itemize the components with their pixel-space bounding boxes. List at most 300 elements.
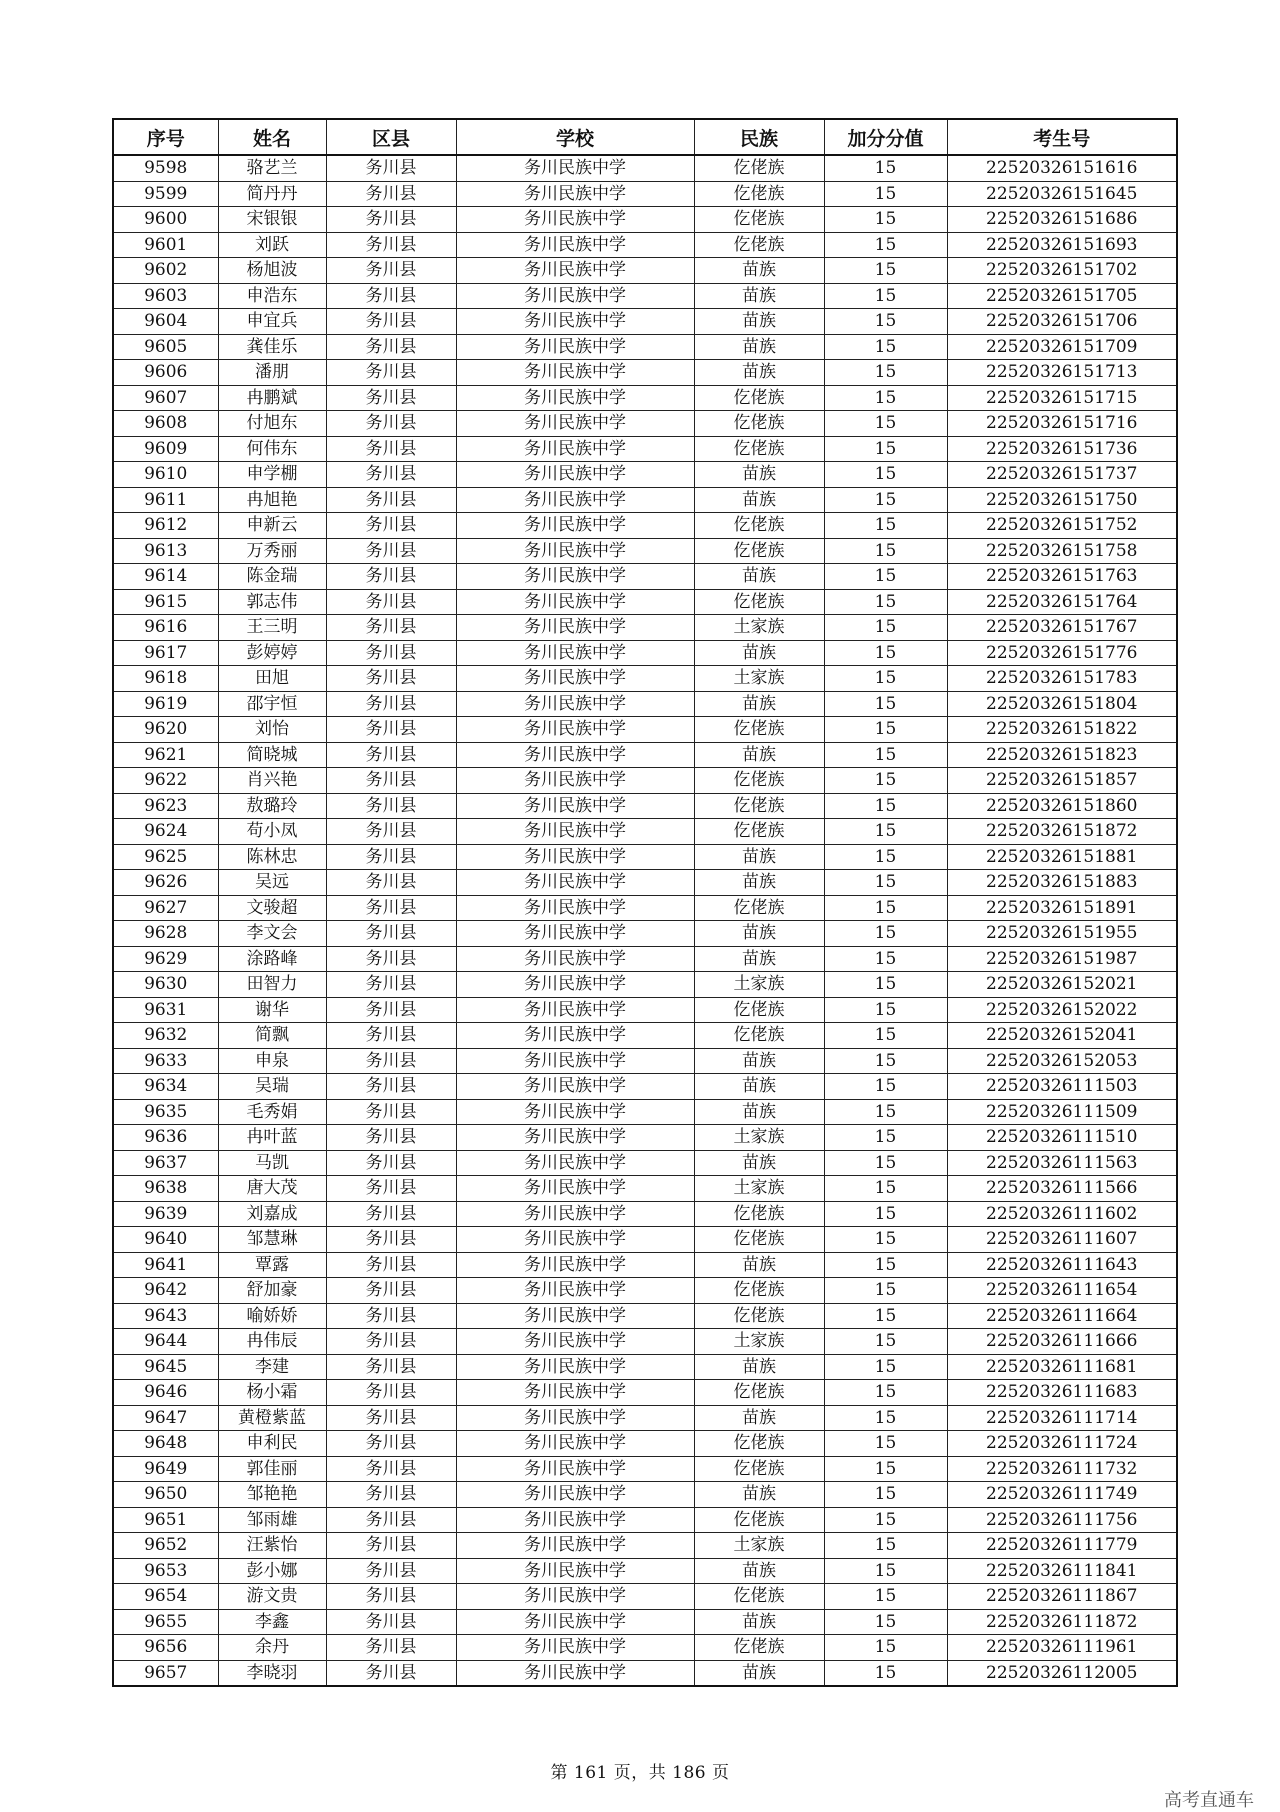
cell-col-school: 务川民族中学	[456, 411, 694, 437]
cell-col-ethnicity: 苗族	[694, 334, 824, 360]
cell-col-school: 务川民族中学	[456, 1456, 694, 1482]
table-row	[113, 1380, 1177, 1406]
cell-col-ethnicity: 仡佬族	[694, 819, 824, 845]
cell-col-seq: 9655	[113, 1609, 218, 1635]
table-row	[113, 1456, 1177, 1482]
cell-col-ethnicity: 苗族	[694, 487, 824, 513]
cell-col-seq: 9613	[113, 538, 218, 564]
cell-col-school: 务川民族中学	[456, 1609, 694, 1635]
cell-col-county: 务川县	[326, 181, 456, 207]
cell-col-bonus: 15	[824, 819, 947, 845]
cell-col-bonus: 15	[824, 640, 947, 666]
cell-col-name: 冉鹏斌	[218, 385, 326, 411]
cell-col-school: 务川民族中学	[456, 1507, 694, 1533]
cell-col-name: 汪紫怡	[218, 1533, 326, 1559]
cell-col-seq: 9602	[113, 258, 218, 284]
cell-col-county: 务川县	[326, 1176, 456, 1202]
cell-col-county: 务川县	[326, 564, 456, 590]
cell-col-exam-id: 22520326151767	[947, 615, 1177, 641]
cell-col-county: 务川县	[326, 946, 456, 972]
cell-col-bonus: 15	[824, 997, 947, 1023]
cell-col-school: 务川民族中学	[456, 1584, 694, 1610]
cell-col-county: 务川县	[326, 232, 456, 258]
cell-col-name: 冉叶蓝	[218, 1125, 326, 1151]
cell-col-bonus: 15	[824, 844, 947, 870]
cell-col-county: 务川县	[326, 385, 456, 411]
cell-col-seq: 9601	[113, 232, 218, 258]
cell-col-bonus: 15	[824, 181, 947, 207]
header-col-ethnicity: 民族	[694, 119, 824, 155]
cell-col-ethnicity: 仡佬族	[694, 232, 824, 258]
cell-col-county: 务川县	[326, 309, 456, 335]
cell-col-name: 简飘	[218, 1023, 326, 1049]
cell-col-ethnicity: 苗族	[694, 1099, 824, 1125]
table-row	[113, 538, 1177, 564]
cell-col-bonus: 15	[824, 283, 947, 309]
table-row	[113, 462, 1177, 488]
table-row	[113, 972, 1177, 998]
cell-col-seq: 9653	[113, 1558, 218, 1584]
cell-col-name: 田旭	[218, 666, 326, 692]
cell-col-school: 务川民族中学	[456, 1558, 694, 1584]
cell-col-ethnicity: 仡佬族	[694, 997, 824, 1023]
cell-col-ethnicity: 土家族	[694, 1176, 824, 1202]
cell-col-school: 务川民族中学	[456, 1201, 694, 1227]
cell-col-ethnicity: 苗族	[694, 1150, 824, 1176]
cell-col-seq: 9606	[113, 360, 218, 386]
cell-col-county: 务川县	[326, 1048, 456, 1074]
table-row	[113, 819, 1177, 845]
table-row	[113, 946, 1177, 972]
table-row	[113, 640, 1177, 666]
cell-col-county: 务川县	[326, 334, 456, 360]
cell-col-name: 郭佳丽	[218, 1456, 326, 1482]
cell-col-name: 田智力	[218, 972, 326, 998]
cell-col-school: 务川民族中学	[456, 1074, 694, 1100]
cell-col-name: 李鑫	[218, 1609, 326, 1635]
cell-col-seq: 9598	[113, 155, 218, 181]
cell-col-county: 务川县	[326, 997, 456, 1023]
cell-col-name: 申利民	[218, 1431, 326, 1457]
cell-col-seq: 9611	[113, 487, 218, 513]
cell-col-name: 刘怡	[218, 717, 326, 743]
table-row	[113, 1405, 1177, 1431]
cell-col-ethnicity: 苗族	[694, 1405, 824, 1431]
cell-col-bonus: 15	[824, 1584, 947, 1610]
cell-col-school: 务川民族中学	[456, 844, 694, 870]
cell-col-school: 务川民族中学	[456, 1303, 694, 1329]
cell-col-ethnicity: 仡佬族	[694, 717, 824, 743]
cell-col-bonus: 15	[824, 589, 947, 615]
watermark-text: 高考直通车	[1164, 1790, 1254, 1811]
cell-col-bonus: 15	[824, 1507, 947, 1533]
cell-col-county: 务川县	[326, 1303, 456, 1329]
cell-col-ethnicity: 苗族	[694, 640, 824, 666]
cell-col-seq: 9610	[113, 462, 218, 488]
cell-col-exam-id: 22520326151752	[947, 513, 1177, 539]
cell-col-exam-id: 22520326111683	[947, 1380, 1177, 1406]
table-row	[113, 1635, 1177, 1661]
cell-col-exam-id: 22520326152041	[947, 1023, 1177, 1049]
cell-col-ethnicity: 土家族	[694, 1533, 824, 1559]
cell-col-school: 务川民族中学	[456, 1431, 694, 1457]
cell-col-seq: 9652	[113, 1533, 218, 1559]
cell-col-ethnicity: 苗族	[694, 742, 824, 768]
cell-col-county: 务川县	[326, 1125, 456, 1151]
cell-col-county: 务川县	[326, 155, 456, 181]
cell-col-seq: 9608	[113, 411, 218, 437]
table-row	[113, 615, 1177, 641]
cell-col-county: 务川县	[326, 1660, 456, 1686]
cell-col-school: 务川民族中学	[456, 895, 694, 921]
cell-col-seq: 9617	[113, 640, 218, 666]
cell-col-school: 务川民族中学	[456, 640, 694, 666]
cell-col-county: 务川县	[326, 1405, 456, 1431]
cell-col-bonus: 15	[824, 1201, 947, 1227]
cell-col-exam-id: 22520326111566	[947, 1176, 1177, 1202]
cell-col-seq: 9631	[113, 997, 218, 1023]
cell-col-name: 李建	[218, 1354, 326, 1380]
cell-col-seq: 9650	[113, 1482, 218, 1508]
cell-col-exam-id: 22520326151713	[947, 360, 1177, 386]
cell-col-county: 务川县	[326, 1635, 456, 1661]
table-row	[113, 1074, 1177, 1100]
table-row	[113, 921, 1177, 947]
cell-col-exam-id: 22520326111779	[947, 1533, 1177, 1559]
cell-col-name: 申泉	[218, 1048, 326, 1074]
table-row	[113, 1023, 1177, 1049]
cell-col-ethnicity: 苗族	[694, 1354, 824, 1380]
table-row	[113, 1354, 1177, 1380]
cell-col-school: 务川民族中学	[456, 462, 694, 488]
cell-col-exam-id: 22520326151776	[947, 640, 1177, 666]
table-row	[113, 895, 1177, 921]
cell-col-seq: 9612	[113, 513, 218, 539]
cell-col-seq: 9639	[113, 1201, 218, 1227]
cell-col-name: 万秀丽	[218, 538, 326, 564]
cell-col-bonus: 15	[824, 1660, 947, 1686]
cell-col-name: 刘嘉成	[218, 1201, 326, 1227]
cell-col-county: 务川县	[326, 1456, 456, 1482]
header-col-seq: 序号	[113, 119, 218, 155]
cell-col-name: 冉伟辰	[218, 1329, 326, 1355]
table-row	[113, 1507, 1177, 1533]
cell-col-county: 务川县	[326, 1099, 456, 1125]
cell-col-school: 务川民族中学	[456, 1125, 694, 1151]
cell-col-bonus: 15	[824, 717, 947, 743]
cell-col-ethnicity: 仡佬族	[694, 155, 824, 181]
cell-col-name: 李晓羽	[218, 1660, 326, 1686]
cell-col-school: 务川民族中学	[456, 258, 694, 284]
cell-col-seq: 9641	[113, 1252, 218, 1278]
candidate-table	[112, 118, 1178, 1687]
cell-col-county: 务川县	[326, 1380, 456, 1406]
cell-col-seq: 9609	[113, 436, 218, 462]
table-row	[113, 1609, 1177, 1635]
table-row	[113, 385, 1177, 411]
cell-col-seq: 9616	[113, 615, 218, 641]
cell-col-name: 刘跃	[218, 232, 326, 258]
cell-col-bonus: 15	[824, 666, 947, 692]
cell-col-ethnicity: 仡佬族	[694, 181, 824, 207]
cell-col-seq: 9642	[113, 1278, 218, 1304]
table-row	[113, 1584, 1177, 1610]
cell-col-ethnicity: 苗族	[694, 283, 824, 309]
cell-col-bonus: 15	[824, 895, 947, 921]
cell-col-name: 骆艺兰	[218, 155, 326, 181]
header-col-name: 姓名	[218, 119, 326, 155]
cell-col-ethnicity: 苗族	[694, 1252, 824, 1278]
cell-col-school: 务川民族中学	[456, 1660, 694, 1686]
cell-col-exam-id: 22520326151616	[947, 155, 1177, 181]
cell-col-bonus: 15	[824, 870, 947, 896]
cell-col-county: 务川县	[326, 1278, 456, 1304]
cell-col-county: 务川县	[326, 513, 456, 539]
cell-col-name: 申浩东	[218, 283, 326, 309]
cell-col-exam-id: 22520326111724	[947, 1431, 1177, 1457]
table-header-row	[113, 119, 1177, 155]
cell-col-seq: 9648	[113, 1431, 218, 1457]
cell-col-bonus: 15	[824, 1023, 947, 1049]
cell-col-ethnicity: 仡佬族	[694, 385, 824, 411]
cell-col-county: 务川县	[326, 1482, 456, 1508]
cell-col-county: 务川县	[326, 538, 456, 564]
cell-col-exam-id: 22520326151763	[947, 564, 1177, 590]
cell-col-exam-id: 22520326151881	[947, 844, 1177, 870]
table-row	[113, 691, 1177, 717]
cell-col-exam-id: 22520326151891	[947, 895, 1177, 921]
cell-col-seq: 9600	[113, 207, 218, 233]
cell-col-exam-id: 22520326111503	[947, 1074, 1177, 1100]
cell-col-ethnicity: 苗族	[694, 1609, 824, 1635]
cell-col-county: 务川县	[326, 870, 456, 896]
cell-col-name: 申宜兵	[218, 309, 326, 335]
table-row	[113, 793, 1177, 819]
cell-col-county: 务川县	[326, 972, 456, 998]
cell-col-county: 务川县	[326, 1584, 456, 1610]
cell-col-seq: 9628	[113, 921, 218, 947]
cell-col-seq: 9643	[113, 1303, 218, 1329]
cell-col-name: 肖兴艳	[218, 768, 326, 794]
cell-col-school: 务川民族中学	[456, 538, 694, 564]
cell-col-name: 付旭东	[218, 411, 326, 437]
cell-col-school: 务川民族中学	[456, 181, 694, 207]
table-row	[113, 870, 1177, 896]
cell-col-bonus: 15	[824, 615, 947, 641]
cell-col-ethnicity: 仡佬族	[694, 1507, 824, 1533]
cell-col-exam-id: 22520326111643	[947, 1252, 1177, 1278]
cell-col-seq: 9614	[113, 564, 218, 590]
cell-col-name: 覃露	[218, 1252, 326, 1278]
cell-col-ethnicity: 仡佬族	[694, 1227, 824, 1253]
cell-col-ethnicity: 土家族	[694, 666, 824, 692]
cell-col-bonus: 15	[824, 207, 947, 233]
cell-col-ethnicity: 仡佬族	[694, 589, 824, 615]
cell-col-seq: 9651	[113, 1507, 218, 1533]
cell-col-county: 务川县	[326, 1431, 456, 1457]
cell-col-county: 务川县	[326, 768, 456, 794]
table-row	[113, 513, 1177, 539]
cell-col-bonus: 15	[824, 1150, 947, 1176]
cell-col-bonus: 15	[824, 462, 947, 488]
cell-col-seq: 9619	[113, 691, 218, 717]
cell-col-seq: 9620	[113, 717, 218, 743]
cell-col-seq: 9604	[113, 309, 218, 335]
cell-col-ethnicity: 仡佬族	[694, 436, 824, 462]
table-row	[113, 742, 1177, 768]
cell-col-school: 务川民族中学	[456, 921, 694, 947]
cell-col-name: 王三明	[218, 615, 326, 641]
cell-col-county: 务川县	[326, 207, 456, 233]
cell-col-name: 李文会	[218, 921, 326, 947]
cell-col-bonus: 15	[824, 232, 947, 258]
cell-col-school: 务川民族中学	[456, 1533, 694, 1559]
cell-col-school: 务川民族中学	[456, 1278, 694, 1304]
cell-col-ethnicity: 苗族	[694, 462, 824, 488]
header-col-county: 区县	[326, 119, 456, 155]
cell-col-bonus: 15	[824, 793, 947, 819]
cell-col-school: 务川民族中学	[456, 997, 694, 1023]
cell-col-school: 务川民族中学	[456, 1099, 694, 1125]
cell-col-school: 务川民族中学	[456, 1329, 694, 1355]
table-row	[113, 1201, 1177, 1227]
cell-col-seq: 9640	[113, 1227, 218, 1253]
cell-col-school: 务川民族中学	[456, 1635, 694, 1661]
cell-col-name: 涂路峰	[218, 946, 326, 972]
cell-col-school: 务川民族中学	[456, 768, 694, 794]
cell-col-school: 务川民族中学	[456, 870, 694, 896]
cell-col-exam-id: 22520326151715	[947, 385, 1177, 411]
cell-col-exam-id: 22520326152022	[947, 997, 1177, 1023]
table-row	[113, 1125, 1177, 1151]
table-row	[113, 1431, 1177, 1457]
cell-col-school: 务川民族中学	[456, 309, 694, 335]
cell-col-ethnicity: 仡佬族	[694, 1303, 824, 1329]
cell-col-county: 务川县	[326, 1354, 456, 1380]
cell-col-school: 务川民族中学	[456, 207, 694, 233]
cell-col-school: 务川民族中学	[456, 1405, 694, 1431]
cell-col-seq: 9647	[113, 1405, 218, 1431]
cell-col-ethnicity: 苗族	[694, 309, 824, 335]
cell-col-bonus: 15	[824, 1329, 947, 1355]
cell-col-school: 务川民族中学	[456, 385, 694, 411]
cell-col-name: 苟小凤	[218, 819, 326, 845]
cell-col-county: 务川县	[326, 1533, 456, 1559]
table-row	[113, 844, 1177, 870]
cell-col-bonus: 15	[824, 1456, 947, 1482]
cell-col-seq: 9649	[113, 1456, 218, 1482]
cell-col-seq: 9646	[113, 1380, 218, 1406]
cell-col-seq: 9632	[113, 1023, 218, 1049]
cell-col-bonus: 15	[824, 385, 947, 411]
table-row	[113, 258, 1177, 284]
cell-col-bonus: 15	[824, 921, 947, 947]
cell-col-ethnicity: 苗族	[694, 1558, 824, 1584]
cell-col-exam-id: 22520326111563	[947, 1150, 1177, 1176]
cell-col-exam-id: 22520326151823	[947, 742, 1177, 768]
page-number: 第 161 页，共 186 页	[550, 1763, 730, 1783]
table-row	[113, 309, 1177, 335]
cell-col-seq: 9654	[113, 1584, 218, 1610]
cell-col-ethnicity: 苗族	[694, 1048, 824, 1074]
cell-col-exam-id: 22520326111681	[947, 1354, 1177, 1380]
cell-col-county: 务川县	[326, 258, 456, 284]
cell-col-school: 务川民族中学	[456, 1252, 694, 1278]
table-row	[113, 666, 1177, 692]
table-row	[113, 1252, 1177, 1278]
cell-col-exam-id: 22520326111749	[947, 1482, 1177, 1508]
cell-col-county: 务川县	[326, 742, 456, 768]
cell-col-school: 务川民族中学	[456, 972, 694, 998]
cell-col-exam-id: 22520326151693	[947, 232, 1177, 258]
cell-col-bonus: 15	[824, 1227, 947, 1253]
cell-col-county: 务川县	[326, 666, 456, 692]
cell-col-seq: 9638	[113, 1176, 218, 1202]
cell-col-county: 务川县	[326, 1558, 456, 1584]
cell-col-exam-id: 22520326151758	[947, 538, 1177, 564]
cell-col-exam-id: 22520326151645	[947, 181, 1177, 207]
table-row	[113, 1660, 1177, 1686]
cell-col-school: 务川民族中学	[456, 819, 694, 845]
cell-col-exam-id: 22520326151987	[947, 946, 1177, 972]
cell-col-seq: 9633	[113, 1048, 218, 1074]
cell-col-ethnicity: 苗族	[694, 946, 824, 972]
cell-col-ethnicity: 苗族	[694, 258, 824, 284]
cell-col-seq: 9624	[113, 819, 218, 845]
cell-col-school: 务川民族中学	[456, 487, 694, 513]
cell-col-seq: 9626	[113, 870, 218, 896]
cell-col-school: 务川民族中学	[456, 360, 694, 386]
cell-col-school: 务川民族中学	[456, 1227, 694, 1253]
cell-col-bonus: 15	[824, 1252, 947, 1278]
cell-col-name: 吴远	[218, 870, 326, 896]
table-row	[113, 155, 1177, 181]
cell-col-bonus: 15	[824, 1354, 947, 1380]
cell-col-ethnicity: 仡佬族	[694, 1584, 824, 1610]
cell-col-county: 务川县	[326, 436, 456, 462]
cell-col-exam-id: 22520326111714	[947, 1405, 1177, 1431]
cell-col-school: 务川民族中学	[456, 793, 694, 819]
cell-col-bonus: 15	[824, 1125, 947, 1151]
table-row	[113, 1278, 1177, 1304]
cell-col-bonus: 15	[824, 1482, 947, 1508]
cell-col-ethnicity: 仡佬族	[694, 411, 824, 437]
cell-col-seq: 9618	[113, 666, 218, 692]
cell-col-county: 务川县	[326, 793, 456, 819]
cell-col-bonus: 15	[824, 946, 947, 972]
cell-col-county: 务川县	[326, 1609, 456, 1635]
cell-col-exam-id: 22520326111872	[947, 1609, 1177, 1635]
cell-col-ethnicity: 苗族	[694, 1482, 824, 1508]
cell-col-name: 陈金瑞	[218, 564, 326, 590]
cell-col-bonus: 15	[824, 972, 947, 998]
cell-col-exam-id: 22520326151705	[947, 283, 1177, 309]
cell-col-ethnicity: 苗族	[694, 564, 824, 590]
cell-col-ethnicity: 仡佬族	[694, 1431, 824, 1457]
cell-col-exam-id: 22520326111509	[947, 1099, 1177, 1125]
cell-col-ethnicity: 土家族	[694, 1329, 824, 1355]
table-row	[113, 997, 1177, 1023]
cell-col-ethnicity: 仡佬族	[694, 1023, 824, 1049]
cell-col-school: 务川民族中学	[456, 1023, 694, 1049]
cell-col-name: 黄橙紫蓝	[218, 1405, 326, 1431]
cell-col-school: 务川民族中学	[456, 1048, 694, 1074]
cell-col-exam-id: 22520326151783	[947, 666, 1177, 692]
cell-col-county: 务川县	[326, 589, 456, 615]
cell-col-seq: 9599	[113, 181, 218, 207]
cell-col-bonus: 15	[824, 1405, 947, 1431]
cell-col-name: 毛秀娟	[218, 1099, 326, 1125]
